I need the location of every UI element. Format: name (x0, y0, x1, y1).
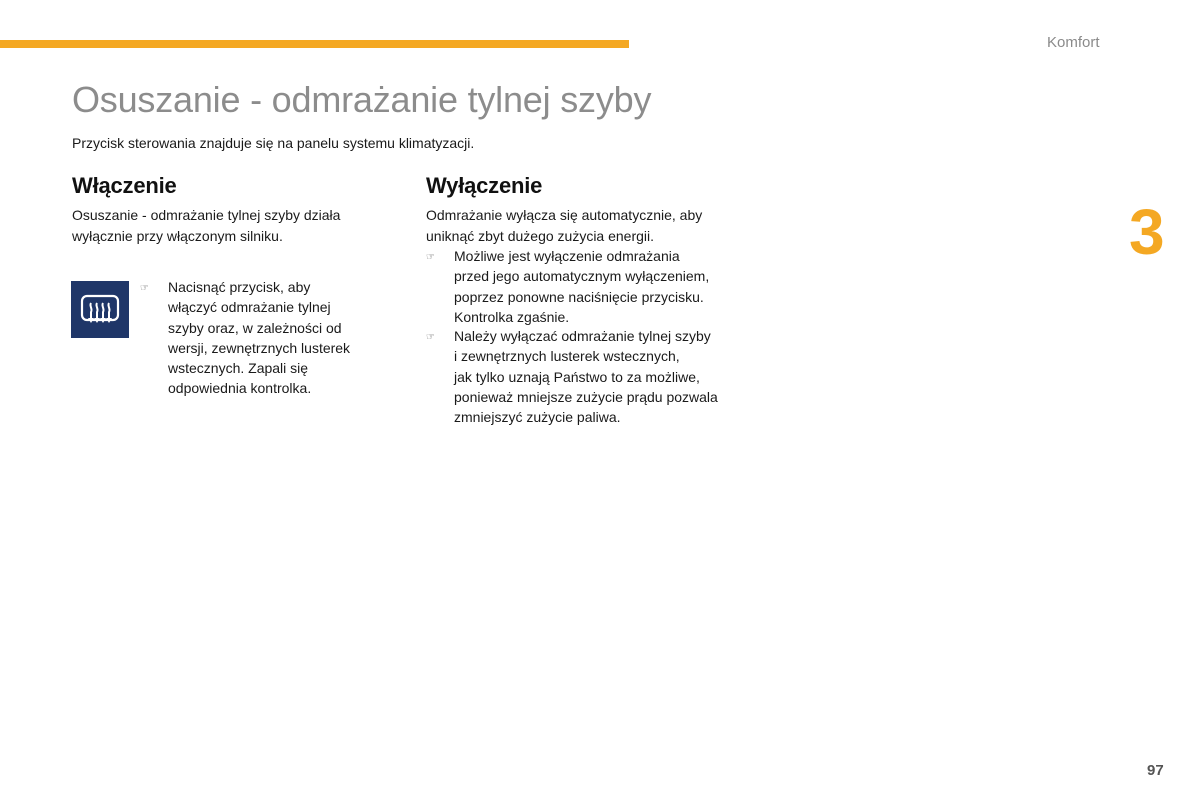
page-number: 97 (1147, 762, 1164, 779)
switch-on-instruction-text: Nacisnąć przycisk, aby włączyć odmrażanie tylnej szyby oraz, w zależności od wersji, zewnętrznych lusterek wstecznych. Zapali się odpowiednia kontrolka. (168, 279, 351, 397)
pointing-hand-icon: ☞ (426, 252, 435, 263)
section-label: Komfort (1047, 34, 1100, 51)
heading-switch-on: Włączenie (72, 173, 177, 198)
pointing-hand-icon: ☞ (140, 283, 149, 294)
pointing-hand-icon: ☞ (426, 332, 435, 343)
switch-off-instruction-1-text: Możliwe jest wyłączenie odmrażania przed jego automatycznym wyłączeniem, poprzez ponowne naciśnięcie przycisku. Kontrolka zgaśnie. (454, 248, 710, 325)
heading-switch-off: Wyłączenie (426, 173, 543, 198)
switch-off-instruction-2-text: Należy wyłączać odmrażanie tylnej szyby i zewnętrznych lusterek wstecznych, jak tylko uznają Państwo to za możliwe, ponieważ mniejsze zużycie prądu pozwala zmniejszyć zużycie paliwa. (454, 328, 718, 426)
page-title: Osuszanie - odmrażanie tylnej szyby (72, 79, 652, 120)
rear-defrost-icon (80, 294, 120, 326)
rear-defrost-button-illustration (71, 281, 129, 338)
chapter-number: 3 (1129, 196, 1165, 268)
switch-off-description: Odmrażanie wyłącza się automatycznie, aby uniknąć zbyt dużego zużycia energii. (426, 207, 703, 244)
switch-on-description: Osuszanie - odmrażanie tylnej szyby działa wyłącznie przy włączonym silniku. (72, 207, 341, 244)
intro-text: Przycisk sterowania znajduje się na panelu systemu klimatyzacji. (72, 135, 475, 151)
header-accent-bar (0, 40, 629, 48)
